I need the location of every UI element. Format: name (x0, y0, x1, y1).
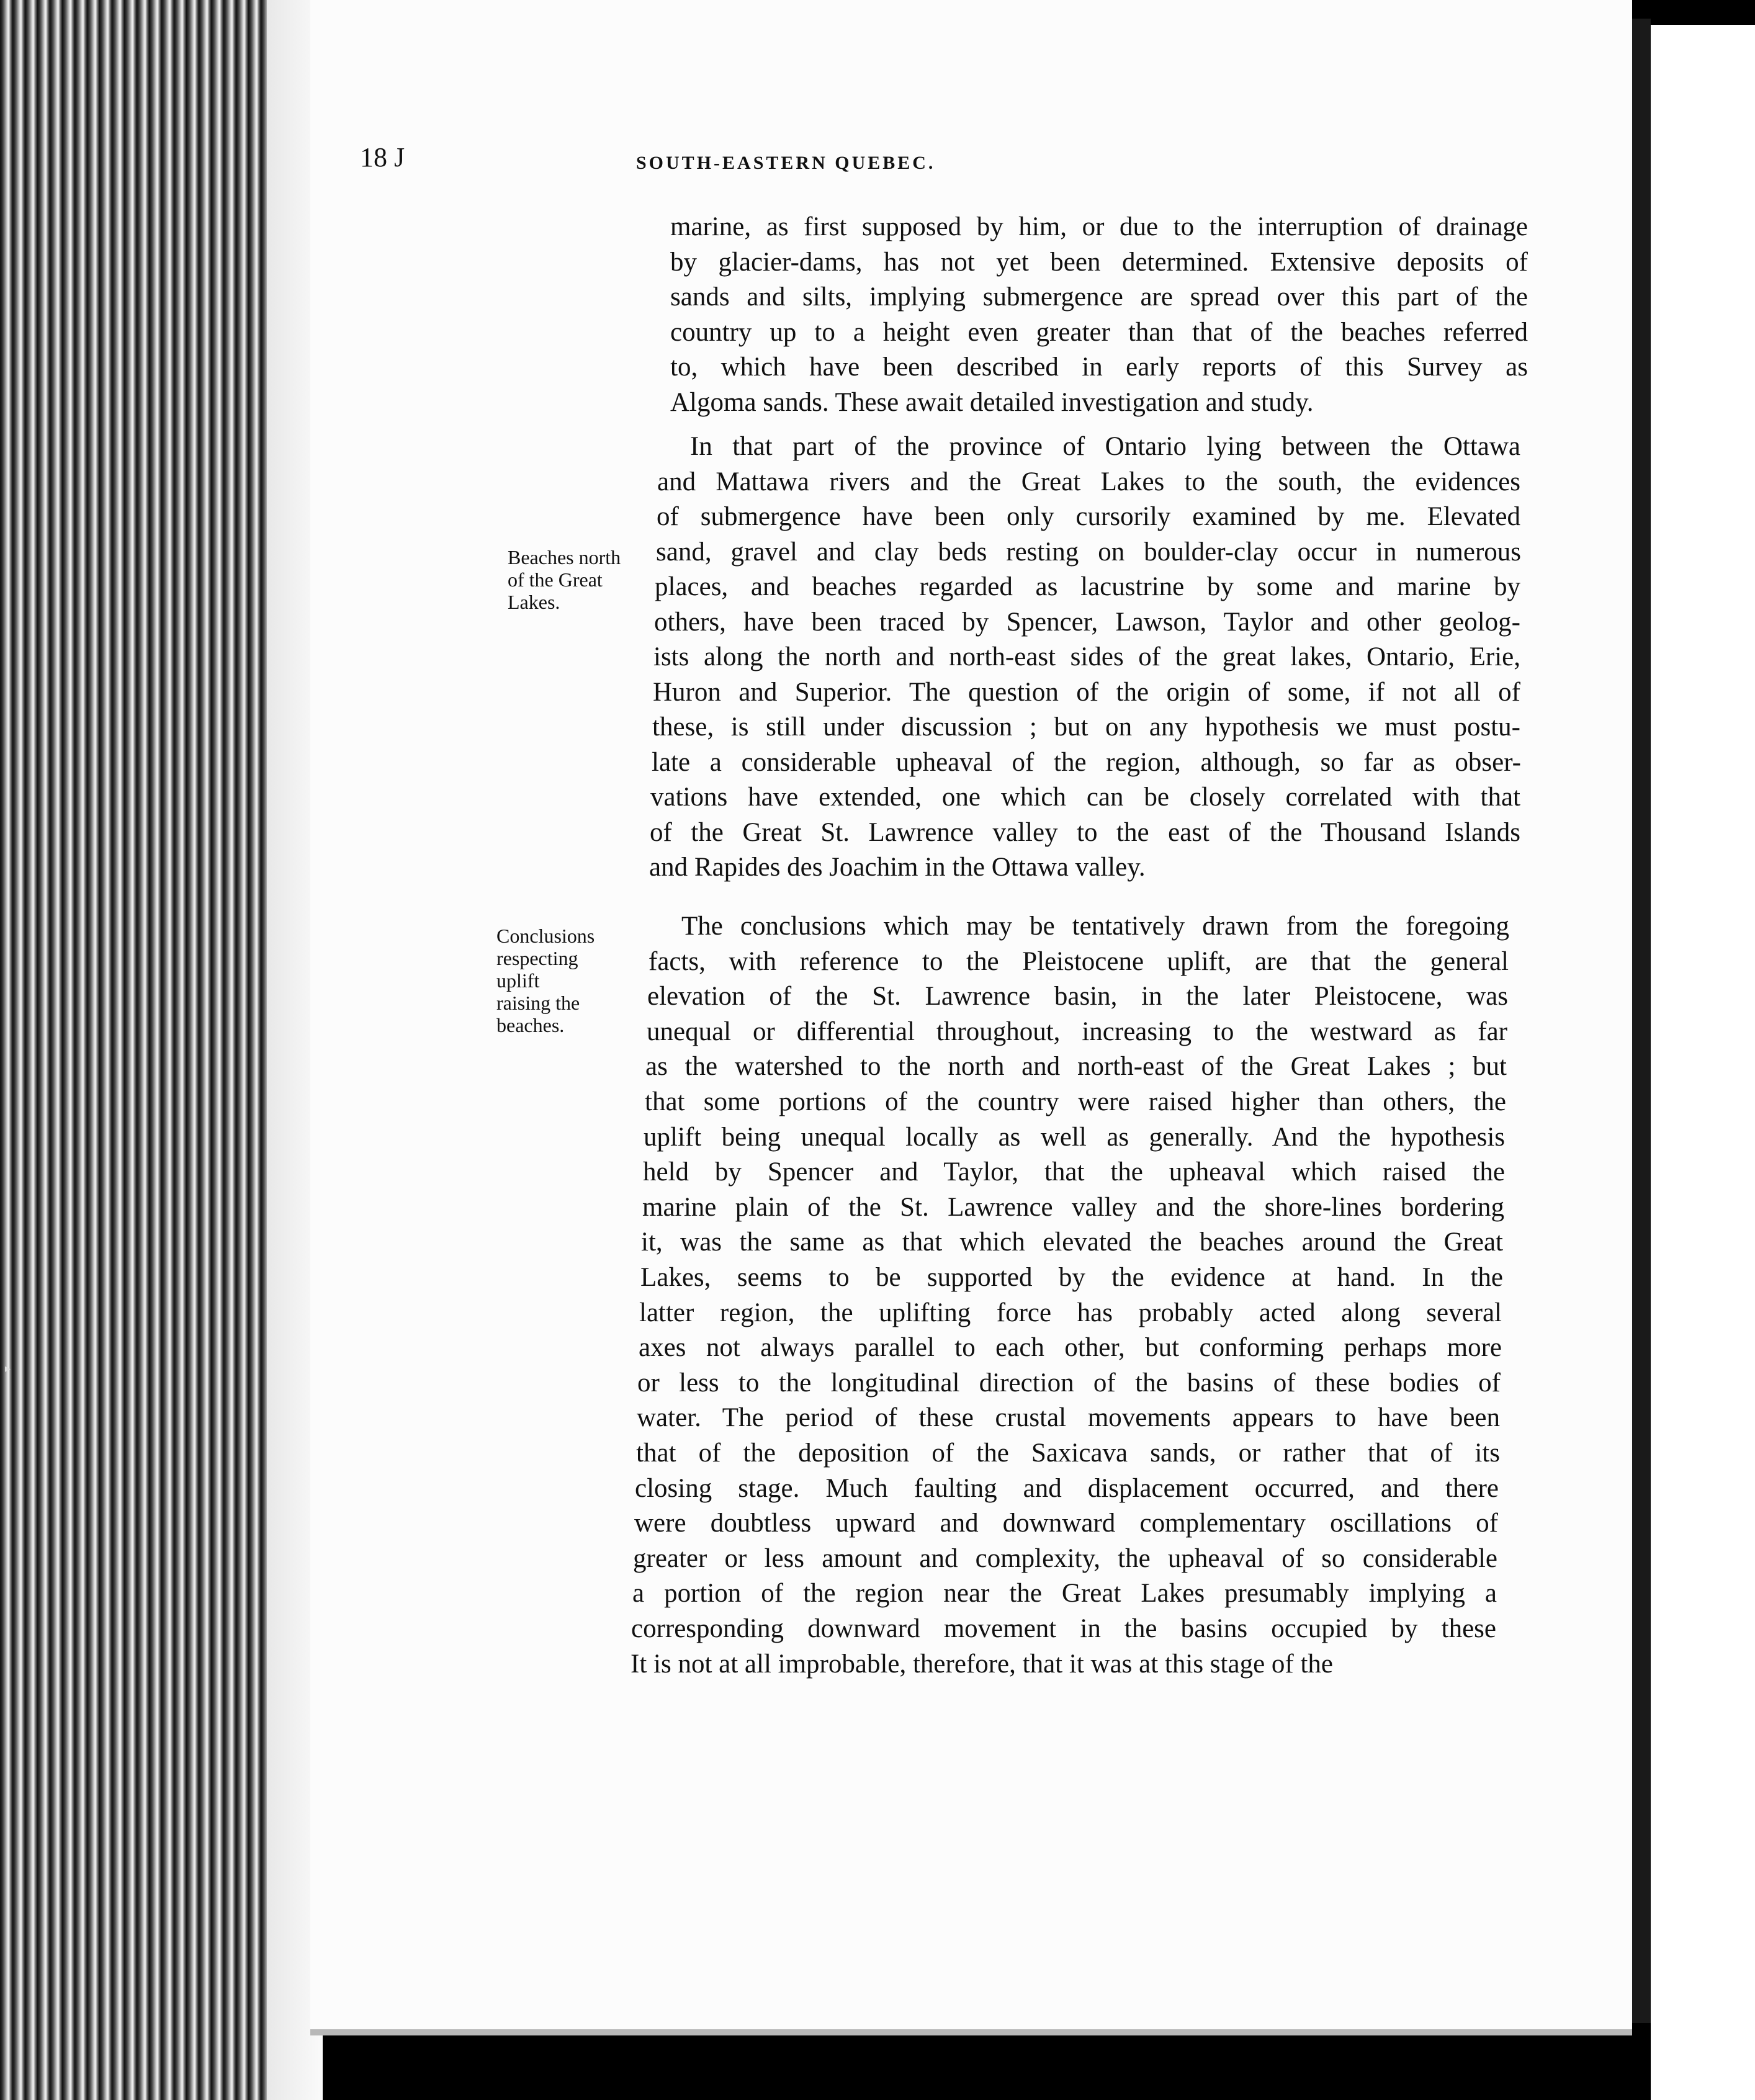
page-gutter-shadow (1632, 19, 1651, 2023)
text-line: of the Great St. Lawrence valley to the east of the Thousand Islands (650, 818, 1520, 847)
text-line: as the watershed to the north and north-east of the Great Lakes ; but (645, 1052, 1507, 1081)
text-line: closing stage. Much faulting and displacement occurred, and there (635, 1474, 1499, 1503)
text-line: Huron and Superior. The question of the origin of some, if not all of (653, 678, 1520, 707)
margin-note-conclusions (496, 925, 595, 1036)
text-line: axes not always parallel to each other, but conforming perhaps more (639, 1333, 1502, 1362)
margin-note-line: of the Great (508, 568, 603, 591)
running-header (360, 141, 1278, 179)
text-line: by glacier-dams, has not yet been determined. Extensive deposits of (670, 248, 1528, 277)
text-line: corresponding downward movement in the basins occupied by these (631, 1614, 1496, 1643)
margin-note-line: beaches. (496, 1014, 565, 1036)
text-line: ists along the north and north-east sides of the great lakes, Ontario, Erie, (653, 642, 1520, 671)
text-line: Lakes, seems to be supported by the evidence at hand. In the (640, 1263, 1503, 1292)
text-line: In that part of the province of Ontario lying between the Ottawa (690, 432, 1520, 461)
text-line: these, is still under discussion ; but on any hypothesis we must postu- (652, 712, 1520, 742)
margin-note-line: uplift (496, 969, 540, 992)
text-line: and Mattawa rivers and the Great Lakes to the south, the evidences (657, 467, 1520, 496)
text-line: marine plain of the St. Lawrence valley and the shore-lines bordering (642, 1193, 1504, 1222)
scan-artifact: ▸ (5, 1362, 11, 1375)
text-line: places, and beaches regarded as lacustrine by some and marine by (655, 572, 1520, 601)
text-line: or less to the longitudinal direction of the basins of these bodies of (637, 1368, 1501, 1398)
text-line: country up to a height even greater than that of the beaches referred (670, 318, 1528, 347)
text-line: marine, as first supposed by him, or due to the interruption of drainage (670, 212, 1528, 241)
text-line: that of the deposition of the Saxicava sands, or rather that of its (636, 1438, 1500, 1468)
text-line: sands and silts, implying submergence are spread over this part of the (670, 282, 1528, 312)
margin-note-line: respecting (496, 947, 578, 969)
margin-note-line: raising the (496, 992, 580, 1014)
margin-note-line: Conclusions (496, 925, 595, 947)
text-line: of submergence have been only cursorily examined by me. Elevated (657, 502, 1520, 531)
text-line: facts, with reference to the Pleistocene uplift, are that the general (649, 947, 1509, 976)
text-line: that some portions of the country were raised higher than others, the (645, 1087, 1506, 1116)
text-line: were doubtless upward and downward complementary oscillations of (634, 1509, 1498, 1538)
text-line: It is not at all improbable, therefore, that it was at this stage of the (631, 1649, 1334, 1679)
page-header-title: SOUTH-EASTERN QUEBEC. (636, 153, 936, 173)
text-line: greater or less amount and complexity, the upheaval of so considerable (633, 1544, 1497, 1573)
book-page-edges (0, 0, 323, 2100)
text-line: held by Spencer and Taylor, that the upheaval which raised the (643, 1157, 1505, 1187)
margin-note-line: Lakes. (508, 591, 560, 613)
text-line: sand, gravel and clay beds resting on boulder-clay occur in numerous (656, 537, 1521, 567)
text-line: elevation of the St. Lawrence basin, in the later Pleistocene, was (647, 982, 1508, 1011)
margin-note-beaches (508, 546, 621, 613)
page-number: 18 J (360, 142, 405, 173)
text-line: late a considerable upheaval of the region, although, so far as obser- (652, 748, 1521, 777)
text-line: water. The period of these crustal movements appears to have been (637, 1403, 1500, 1432)
text-line: Algoma sands. These await detailed investigation and study. (670, 388, 1314, 417)
text-line: to, which have been described in early reports of this Survey as (670, 352, 1528, 382)
text-line: latter region, the uplifting force has probably acted along several (639, 1298, 1502, 1327)
adjacent-page-edge (1651, 25, 1755, 2100)
text-line: The conclusions which may be tentatively drawn from the foregoing (681, 912, 1509, 941)
text-line: uplift being unequal locally as well as generally. And the hypothesis (644, 1123, 1505, 1152)
text-line: others, have been traced by Spencer, Lawson, Taylor and other geolog- (654, 608, 1520, 637)
text-line: unequal or differential throughout, increasing to the westward as far (647, 1017, 1507, 1046)
margin-note-line: Beaches north (508, 546, 621, 568)
text-line: vations have extended, one which can be closely correlated with that (650, 783, 1520, 812)
text-line: it, was the same as that which elevated the beaches around the Great (641, 1227, 1503, 1257)
text-line: a portion of the region near the Great Lakes presumably implying a (632, 1579, 1497, 1608)
text-line: and Rapides des Joachim in the Ottawa valley. (649, 853, 1146, 882)
